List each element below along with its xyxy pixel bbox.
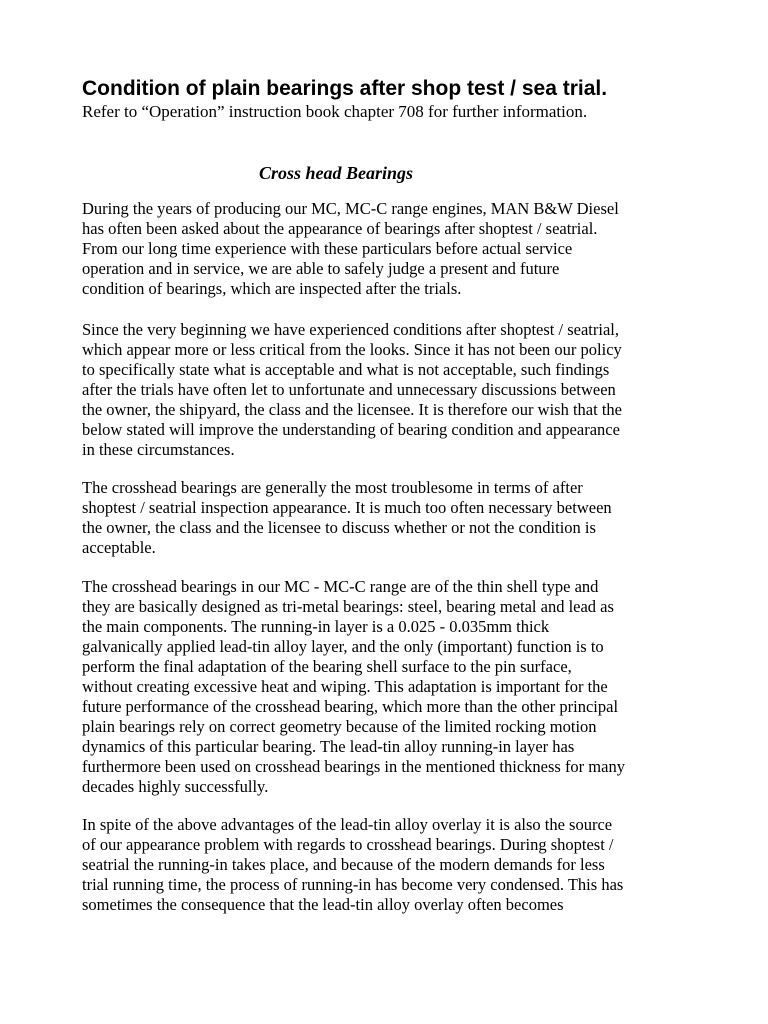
text-line: the owner, the shipyard, the class and the licensee. It is therefore our wish that the [82, 400, 622, 419]
text-line: below stated will improve the understanding of bearing condition and appearance [82, 420, 620, 439]
text-line: in these circumstances. [82, 440, 235, 459]
paragraph-troublesome [82, 478, 612, 558]
text-line: galvanically applied lead-tin alloy layer, and the only (important) function is to [82, 637, 604, 656]
text-line: they are basically designed as tri-metal bearings: steel, bearing metal and lead as [82, 597, 614, 616]
text-line: operation and in service, we are able to safely judge a present and future [82, 259, 560, 278]
text-line: seatrial the running-in takes place, and because of the modern demands for less [82, 855, 605, 874]
text-line: perform the final adaptation of the bearing shell surface to the pin surface, [82, 657, 572, 676]
paragraph-design [82, 577, 625, 797]
text-line: furthermore been used on crosshead bearings in the mentioned thickness for many [82, 757, 625, 776]
text-line: which appear more or less critical from the looks. Since it has not been our policy [82, 340, 622, 359]
text-line: the owner, the class and the licensee to discuss whether or not the condition is [82, 518, 596, 537]
text-line: acceptable. [82, 538, 156, 557]
text-line: trial running time, the process of running-in has become very condensed. This has [82, 875, 624, 894]
text-line: future performance of the crosshead bearing, which more than the other principal [82, 697, 619, 716]
text-line: The crosshead bearings are generally the most troublesome in terms of after [82, 478, 583, 497]
text-line: condition of bearings, which are inspected after the trials. [82, 279, 462, 298]
text-line: From our long time experience with these particulars before actual service [82, 239, 573, 258]
text-line: shoptest / seatrial inspection appearance. It is much too often necessary between [82, 498, 612, 517]
text-line: the main components. The running-in layer is a 0.025 - 0.035mm thick [82, 617, 550, 636]
paragraph-intro [82, 199, 619, 299]
text-line: of our appearance problem with regards to crosshead bearings. During shoptest / [82, 835, 614, 854]
text-line: has often been asked about the appearance of bearings after shoptest / seatrial. [82, 219, 598, 238]
paragraph-conditions [82, 320, 622, 460]
text-line: dynamics of this particular bearing. The lead-tin alloy running-in layer has [82, 737, 575, 756]
document-title: Condition of plain bearings after shop test / sea trial. [82, 77, 608, 100]
text-line: During the years of producing our MC, MC-C range engines, MAN B&W Diesel [82, 199, 619, 218]
text-line: The crosshead bearings in our MC - MC-C range are of the thin shell type and [82, 577, 599, 596]
text-line: sometimes the consequence that the lead-tin alloy overlay often becomes [82, 895, 564, 914]
section-heading: Cross head Bearings [259, 163, 414, 183]
text-line: plain bearings rely on correct geometry because of the limited rocking motion [82, 717, 597, 736]
text-line: to specifically state what is acceptable and what is not acceptable, such findings [82, 360, 610, 379]
text-line: Since the very beginning we have experienced conditions after shoptest / seatrial, [82, 320, 619, 339]
text-line: decades highly successfully. [82, 777, 269, 796]
text-line: without creating excessive heat and wiping. This adaptation is important for the [82, 677, 608, 696]
text-line: In spite of the above advantages of the lead-tin alloy overlay it is also the source [82, 815, 613, 834]
reference-note: Refer to “Operation” instruction book chapter 708 for further information. [82, 102, 588, 121]
paragraph-overlay [82, 815, 623, 915]
text-line: after the trials have often let to unfortunate and unnecessary discussions between [82, 380, 616, 399]
